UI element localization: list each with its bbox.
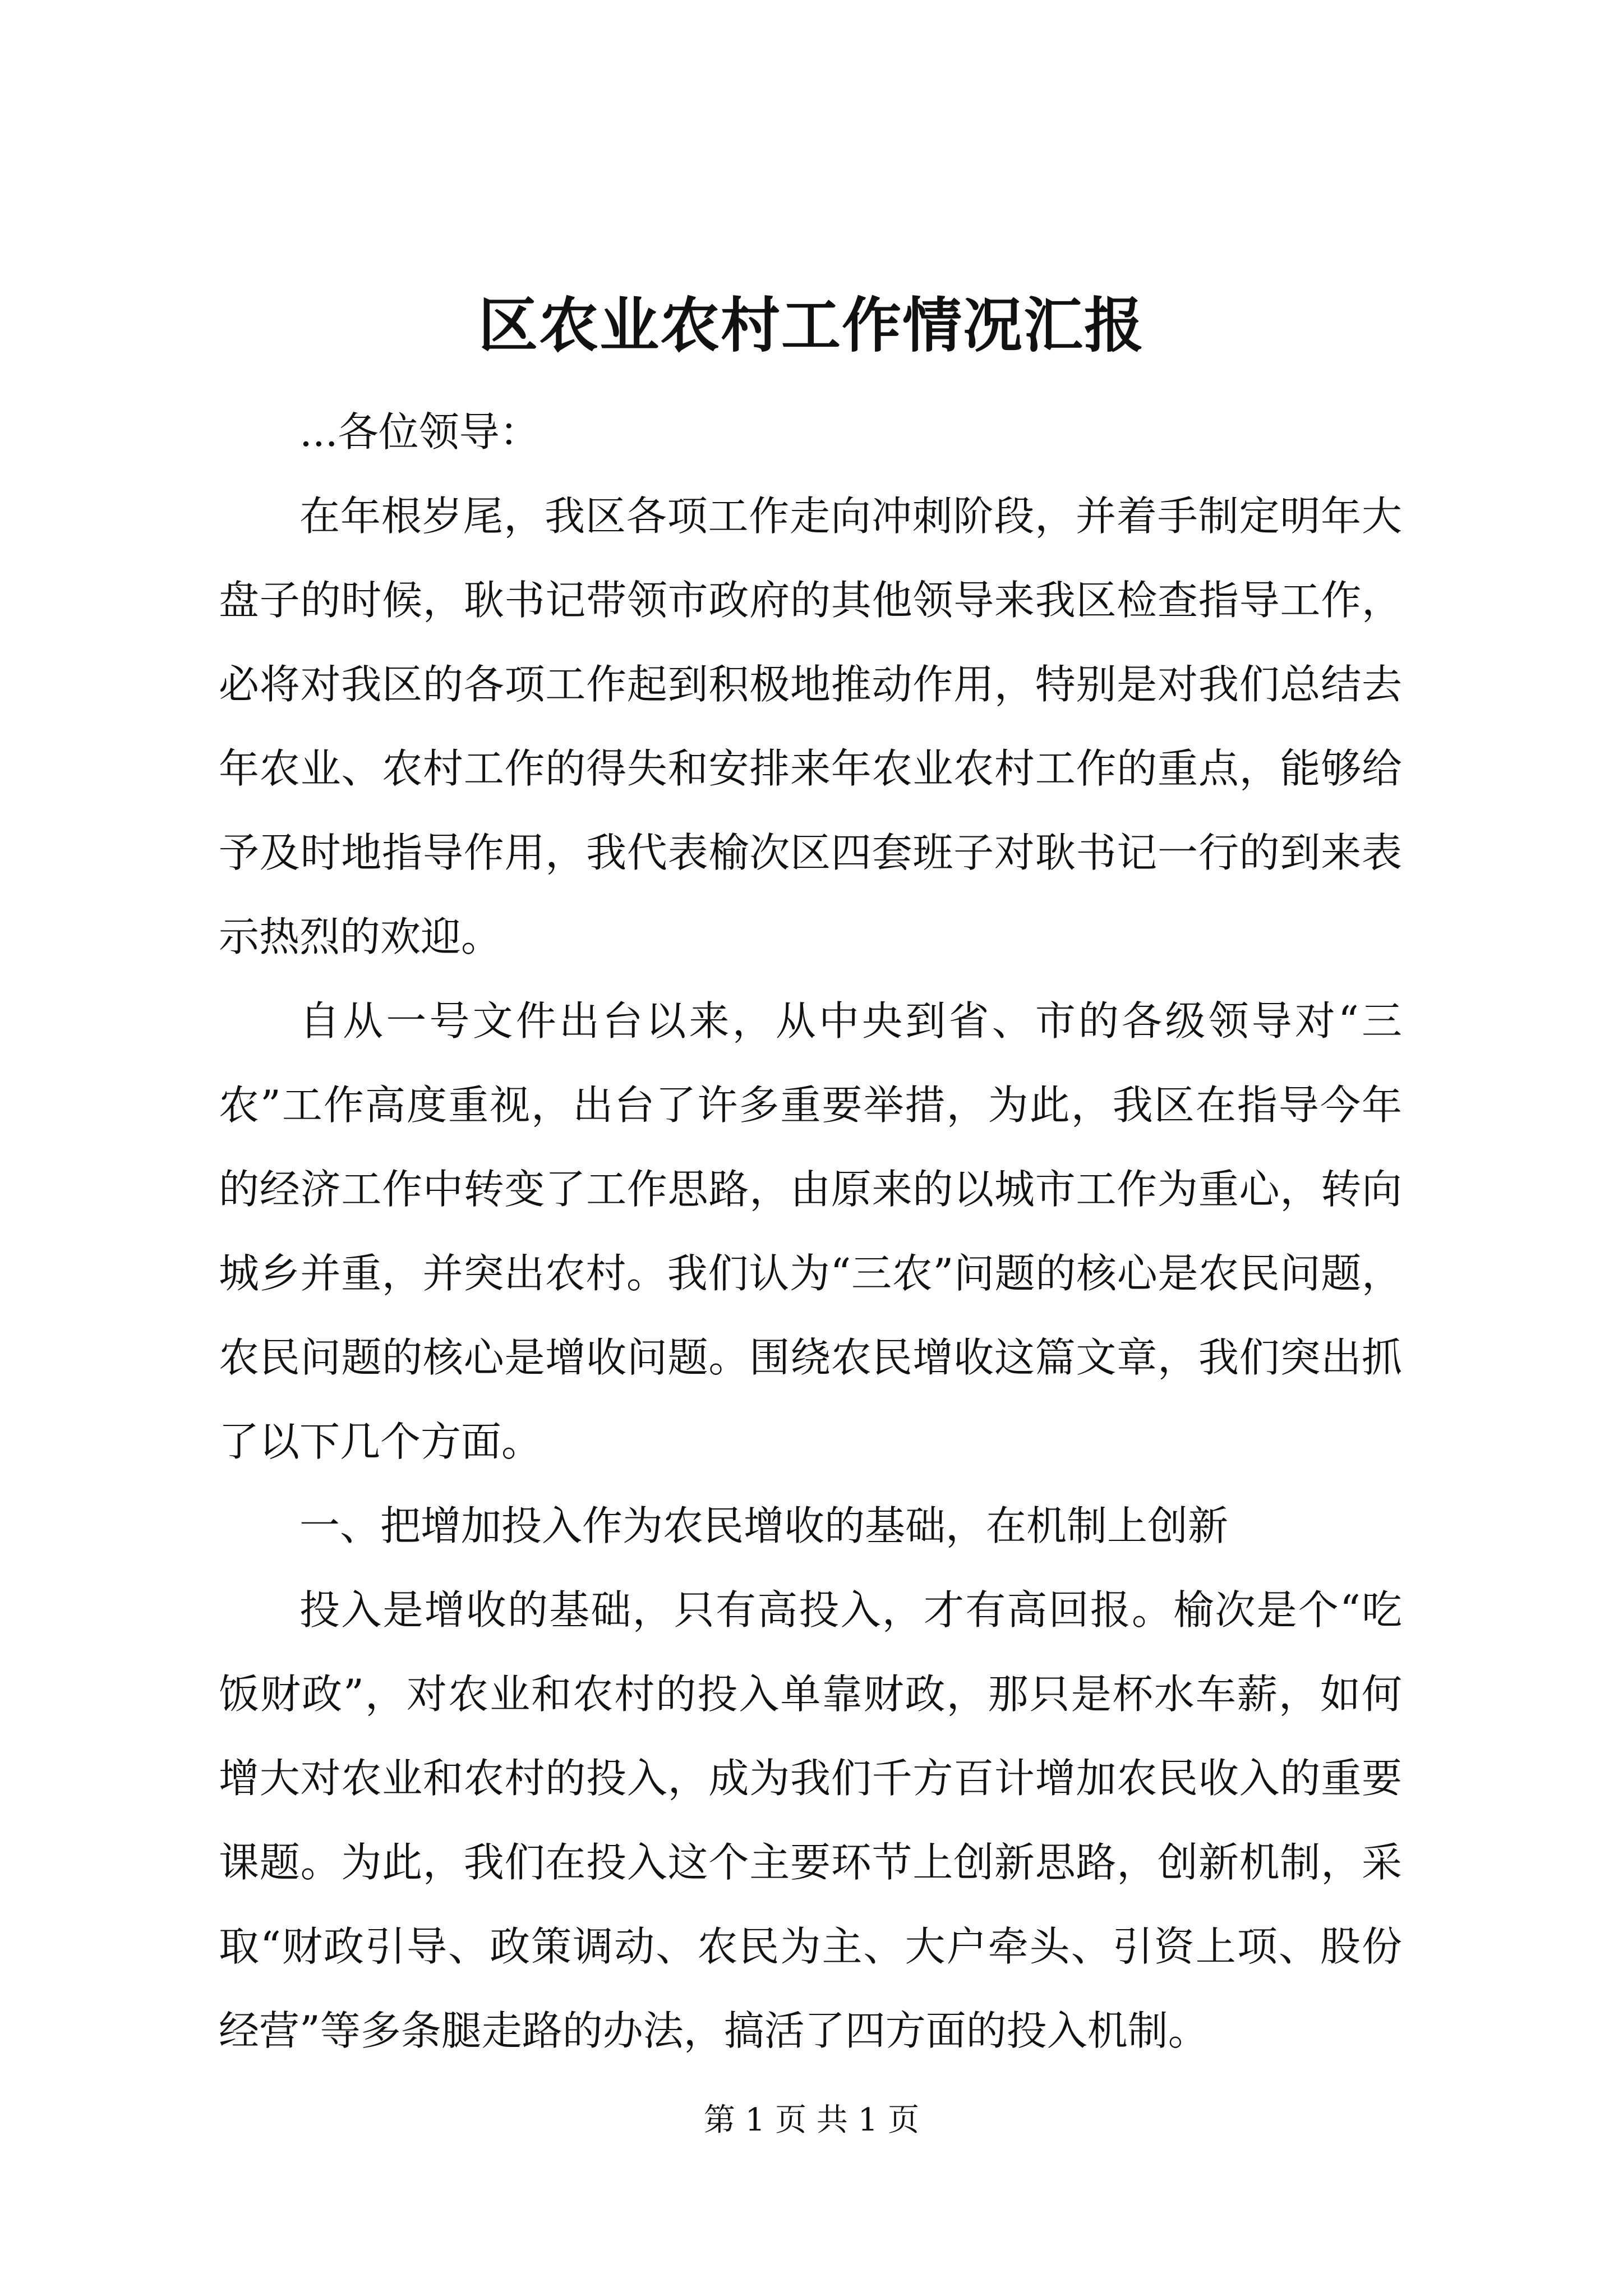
greeting-line: ...各位领导： xyxy=(299,408,540,455)
document-body xyxy=(219,390,1402,2073)
page-footer: 第 1 页 共 1 页 xyxy=(703,2102,920,2138)
paragraph-2: 自从一号文件出台以来，从中央到省、市的各级领导对“三农”工作高度重视，出台了许多重要举措，为此，我区在指导今年的经济工作中转变了工作思路，由原来的以城市工作为重心，转向城乡并重，并突出农村。我们认为“三农”问题的核心是农民问题，农民问题的核心是增收问题。围绕农民增收这篇文章，我们突出抓了以下几个方面。 xyxy=(219,997,1402,1465)
document-title: 区农业农村工作情况汇报 xyxy=(478,290,1145,360)
section-paragraph: 投入是增收的基础，只有高投入，才有高回报。榆次是个“吃饭财政”，对农业和农村的投入单靠财政，那只是杯水车薪，如何增大对农业和农村的投入，成为我们千方百计增加农民收入的重要课题。为此，我们在投入这个主要环节上创新思路，创新机制，采取“财政引导、政策调动、农民为主、大户牵头、引资上项、股份经营”等多条腿走路的办法，搞活了四方面的投入机制。 xyxy=(219,1586,1402,2054)
section-heading: 一、把增加投入作为农民增收的基础，在机制上创新 xyxy=(299,1502,1229,1549)
paragraph-1: 在年根岁尾，我区各项工作走向冲刺阶段，并着手制定明年大盘子的时候，耿书记带领市政府的其他领导来我区检查指导工作，必将对我区的各项工作起到积极地推动作用，特别是对我们总结去年农业、农村工作的得失和安排来年农业农村工作的重点，能够给予及时地指导作用，我代表榆次区四套班子对耿书记一行的到来表示热烈的欢迎。 xyxy=(219,493,1402,960)
